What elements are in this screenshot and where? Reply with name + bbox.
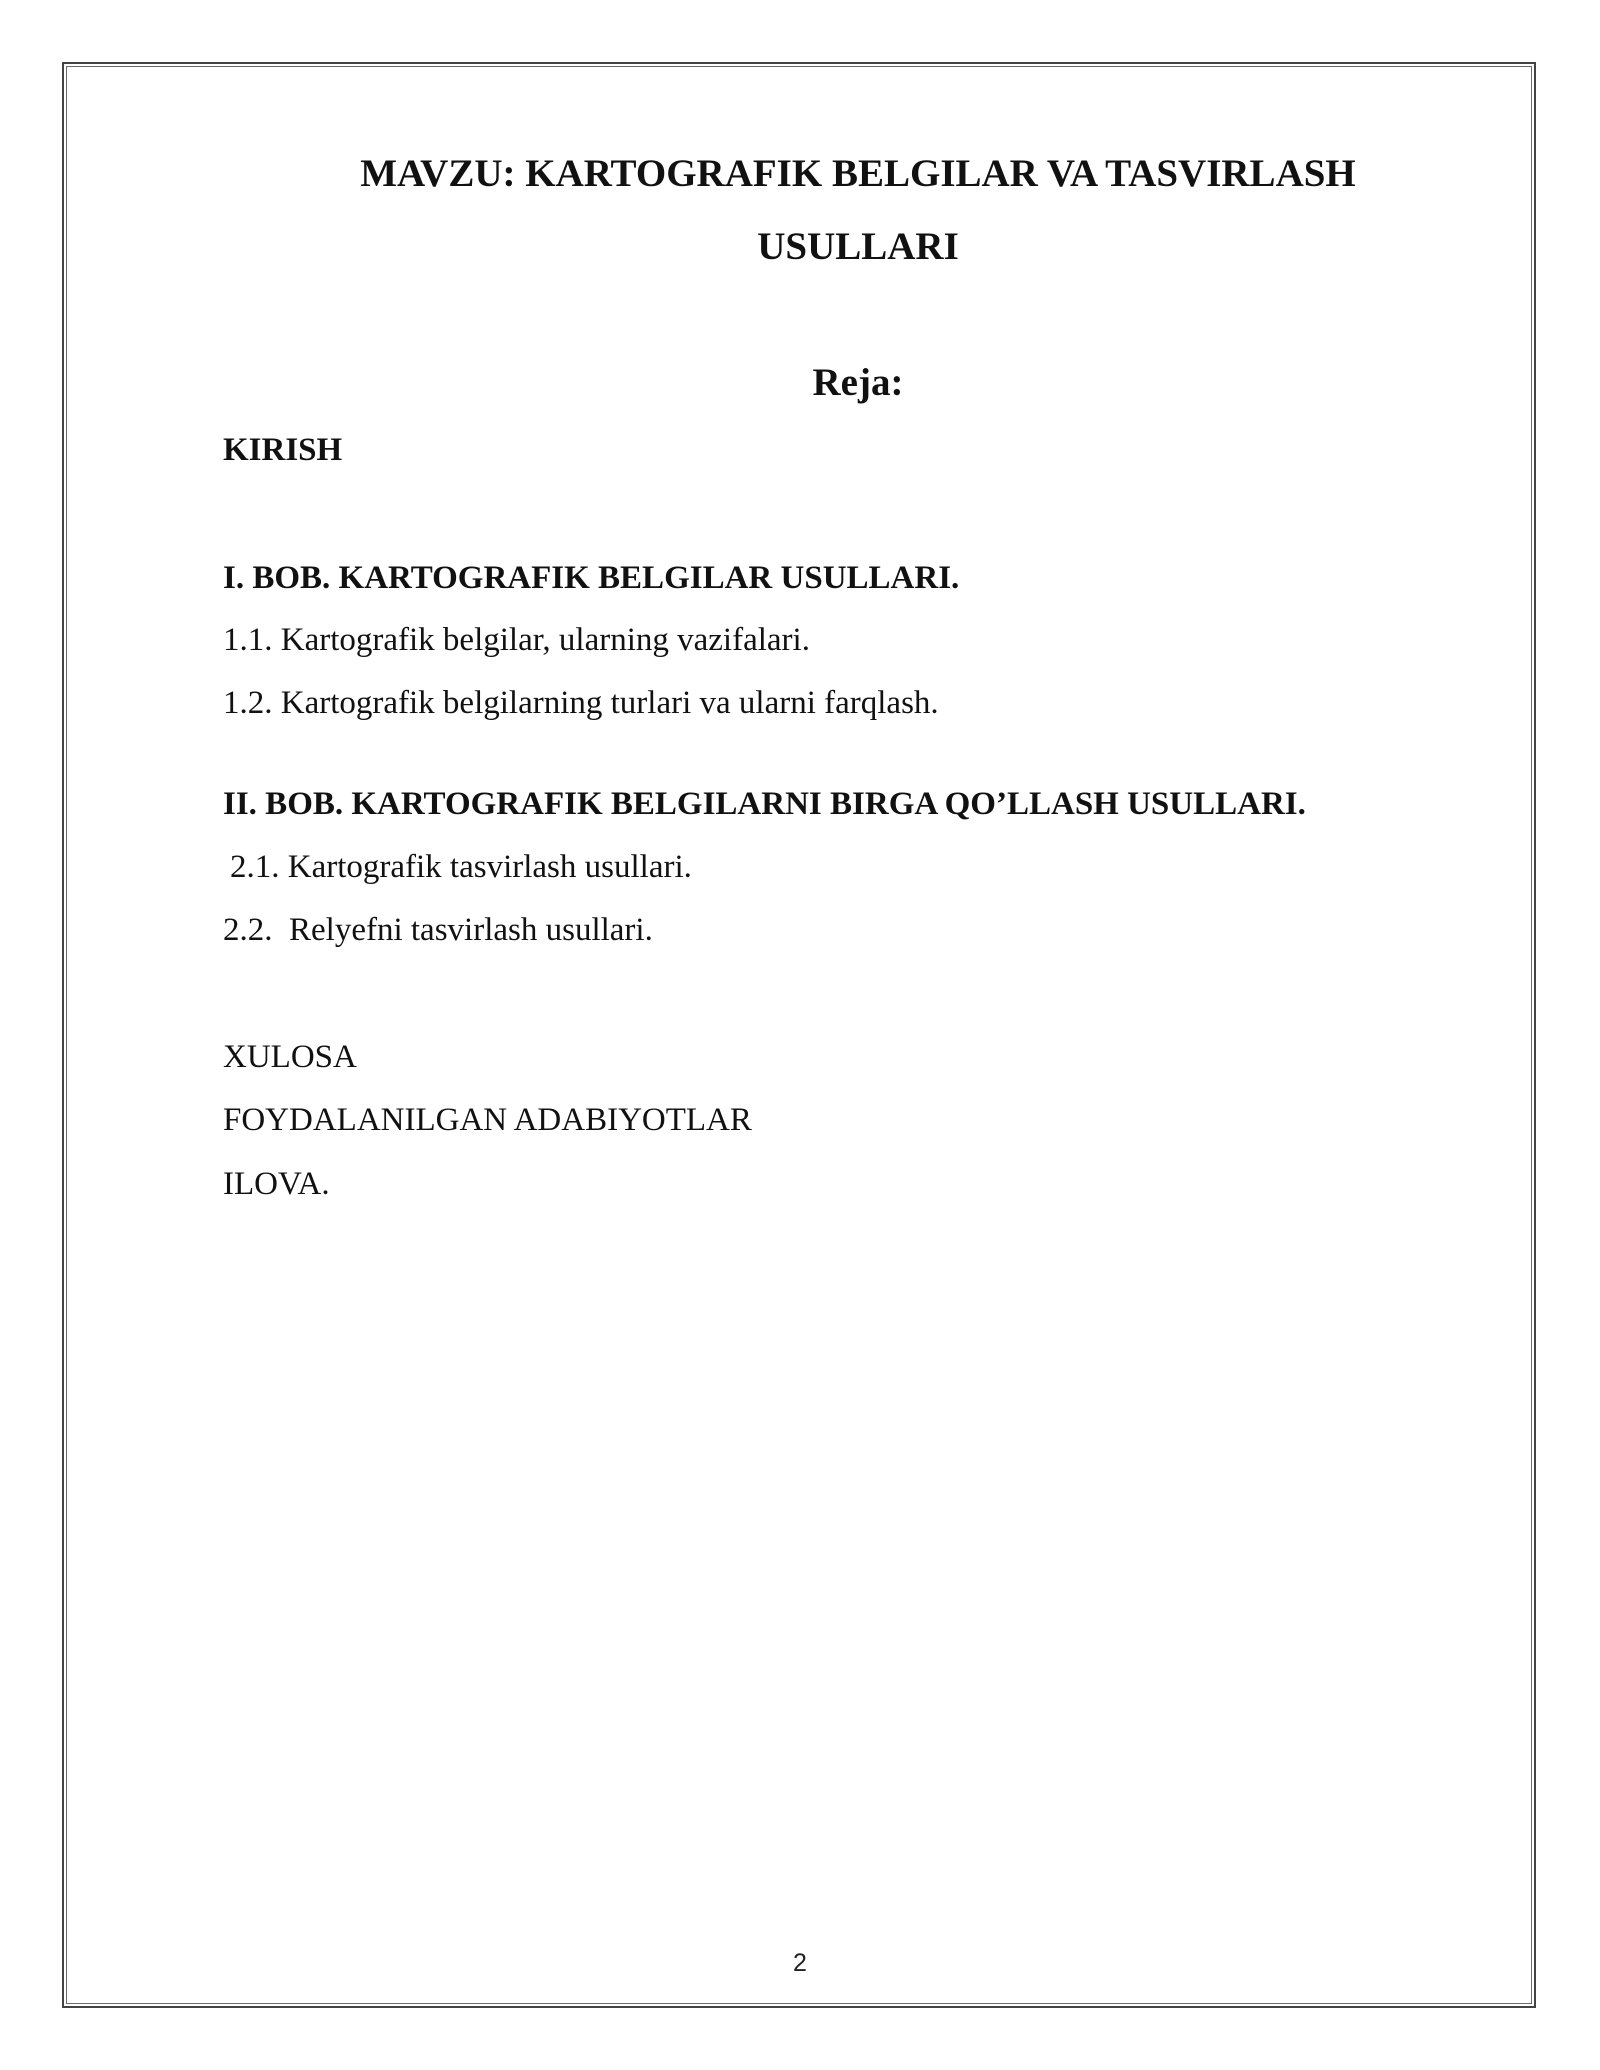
references-entry: FOYDALANILGAN ADABIYOTLAR	[223, 1102, 752, 1138]
chapter-1-item-1: 1.1. Kartografik belgilar, ularning vazifalari.	[223, 622, 810, 658]
chapter-2-item-2: 2.2. Relyefni tasvirlash usullari.	[223, 912, 653, 948]
chapter-1-item-2: 1.2. Kartografik belgilarning turlari va ularni farqlash.	[223, 685, 939, 721]
intro-entry: KIRISH	[223, 432, 343, 468]
document-title-line-2: USULLARI	[757, 225, 959, 268]
document-title-line-1: MAVZU: KARTOGRAFIK BELGILAR VA TASVIRLASH	[360, 152, 1356, 195]
conclusion-entry: XULOSA	[223, 1039, 357, 1075]
chapter-2-item-1: 2.1. Kartografik tasvirlash usullari.	[230, 849, 692, 885]
page-border-inner	[66, 66, 1532, 2004]
chapter-1-heading: I. BOB. KARTOGRAFIK BELGILAR USULLARI.	[223, 560, 960, 596]
appendix-entry: ILOVA.	[223, 1166, 330, 1202]
page-number: 2	[793, 1949, 807, 1977]
chapter-2-heading: II. BOB. KARTOGRAFIK BELGILARNI BIRGA QO’LLASH USULLARI.	[223, 786, 1306, 822]
plan-heading: Reja:	[812, 361, 904, 404]
